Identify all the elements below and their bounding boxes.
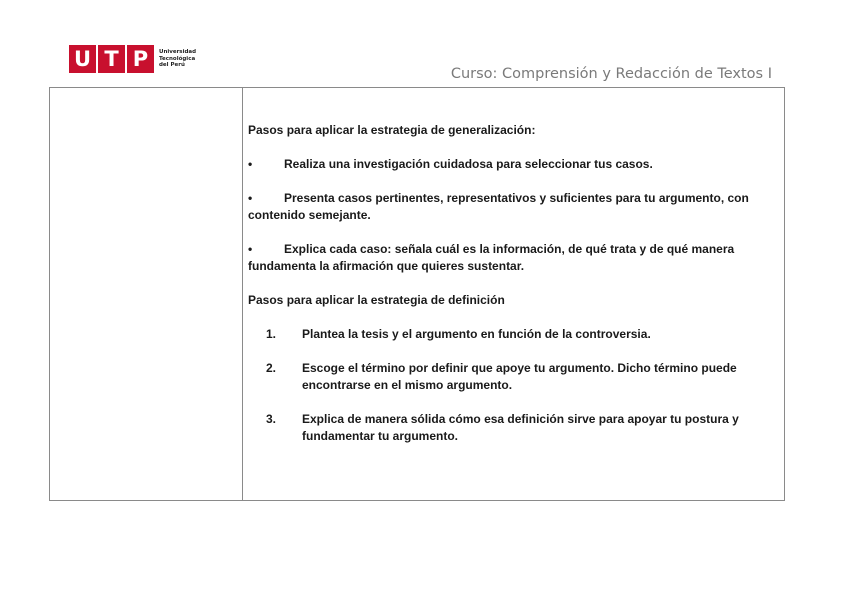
logo-letter-t: T xyxy=(104,47,119,71)
step-number: 1. xyxy=(266,327,277,341)
table-right-cell xyxy=(243,88,784,500)
step-number: 3. xyxy=(266,412,277,426)
step-text: Escoge el término por definir que apoye tu argumento. Dicho término puede encontrarse en el mismo argumento. xyxy=(302,361,737,392)
logo-subtitle xyxy=(159,49,196,69)
logo-subtitle-line: Tecnológica xyxy=(159,55,196,62)
logo-subtitle-line: del Perú xyxy=(159,62,185,69)
content-table xyxy=(49,87,785,501)
generalization-title: Pasos para aplicar la estrategia de generalización: xyxy=(248,123,536,137)
generalization-step-text: Explica cada caso: señala cuál es la información, de qué trata y de qué manera fundamenta la afirmación que quieres sustentar. xyxy=(248,242,735,273)
step-text: Explica de manera sólida cómo esa definición sirve para apoyar tu postura y fundamentar tu argumento. xyxy=(302,412,739,443)
generalization-step-text: Presenta casos pertinentes, representativos y suficientes para tu argumento, con contenido semejante. xyxy=(248,191,749,222)
course-title: Curso: Comprensión y Redacción de Textos I xyxy=(450,66,772,82)
definition-step xyxy=(248,411,754,445)
utp-logo xyxy=(69,45,196,73)
logo-letter-p: P xyxy=(132,47,149,71)
definition-title: Pasos para aplicar la estrategia de definición xyxy=(248,293,505,307)
definition-step xyxy=(248,326,754,343)
utp-logo-mark xyxy=(69,45,154,73)
bullet-icon: • xyxy=(248,191,253,205)
definition-step xyxy=(248,360,754,394)
generalization-step xyxy=(248,156,754,173)
step-text: Plantea la tesis y el argumento en función de la controversia. xyxy=(302,327,651,341)
bullet-icon: • xyxy=(248,157,253,171)
logo-subtitle-line: Universidad xyxy=(159,49,197,56)
logo-letter-u: U xyxy=(73,47,92,71)
generalization-step-text: Realiza una investigación cuidadosa para seleccionar tus casos. xyxy=(284,157,653,171)
step-number: 2. xyxy=(266,361,277,375)
generalization-step xyxy=(248,241,754,275)
table-left-cell xyxy=(50,88,243,500)
bullet-icon: • xyxy=(248,242,253,256)
generalization-step xyxy=(248,190,754,224)
